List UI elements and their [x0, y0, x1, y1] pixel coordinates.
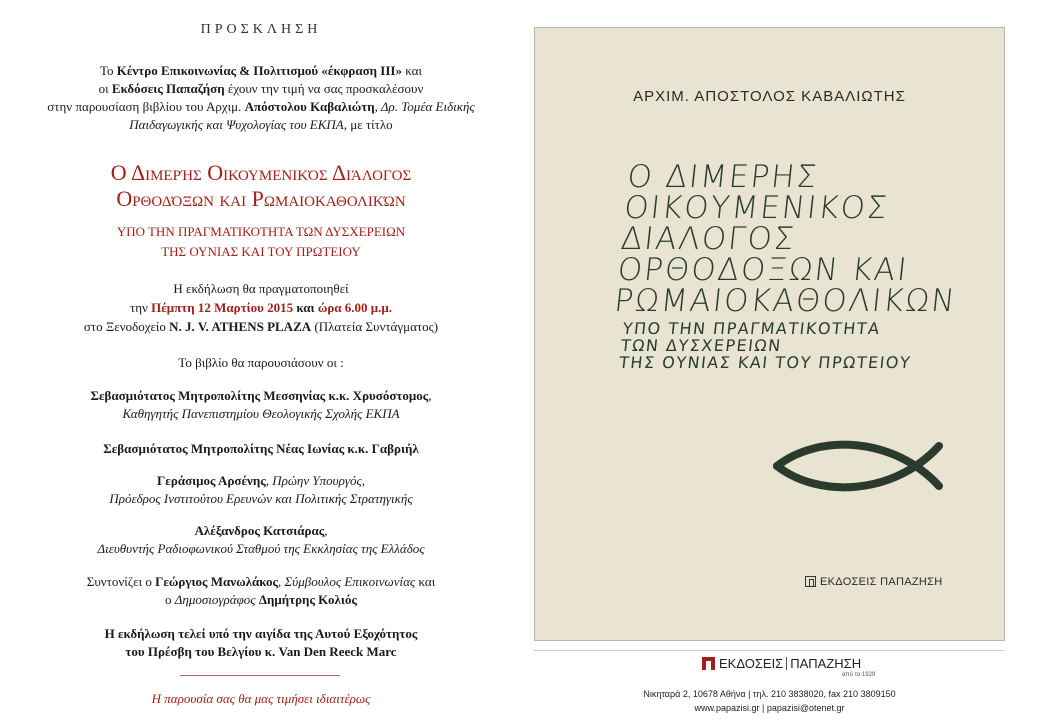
event-line-1: Η εκδήλωση θα πραγματοποιηθεί: [173, 281, 349, 296]
cover-title-line-1: Ο ΔΙΜΕΡΗΣ: [625, 159, 820, 195]
presenter-3-role: Πρόεδρος Ινστιτούτου Ερευνών και Πολιτικής Στρατηγικής: [109, 491, 413, 506]
event-date-line: την Πέμπτη 12 Μαρτίου 2015 και ώρα 6.00 μ.μ.: [129, 300, 393, 315]
publisher-mark-icon: [702, 657, 715, 670]
event-venue-line: στο Ξενοδοχείο N. J. V. ATHENS PLAZA (Πλατεία Συντάγματος): [83, 319, 439, 334]
logo-separator: [786, 657, 787, 670]
book-cover: [534, 27, 1005, 641]
footer-divider: [534, 650, 1005, 651]
publisher-since: από το 1929: [842, 672, 876, 678]
intro-line-3: στην παρουσίαση βιβλίου του Αρχιμ. Απόστολου Καβαλιώτη, Δρ. Τομέα Ειδικής: [47, 99, 475, 114]
presenter-2-name: Σεβασμιότατος Μητροπολίτης Νέας Ιωνίας κ.κ. Γαβριήλ: [103, 441, 419, 456]
event-title-line-2: Ορθοδόξων και Ρωμαιοκαθολικών: [116, 186, 406, 211]
presenter-1-role: Καθηγητής Πανεπιστημίου Θεολογικής Σχολής ΕΚΠΑ: [122, 406, 400, 421]
presenters-intro: Το βιβλίο θα παρουσιάσουν οι :: [178, 355, 344, 370]
publisher-logo: ΕΚΔΟΣΕΙΣ ΠΑΠΑΖΗΣΗ: [702, 656, 861, 671]
cover-subtitle-line-3: ΤΗΣ ΟΥΝΙΑΣ ΚΑΙ ΤΟΥ ΠΡΩΤΕΙΟΥ: [618, 353, 913, 372]
closing-line: Η παρουσία σας θα μας τιμήσει ιδιαιτέρως: [151, 691, 371, 706]
cover-subtitle-line-2: ΤΩΝ ΔΥΣΧΕΡΕΙΩΝ: [620, 336, 783, 355]
publisher-web[interactable]: www.papazisi.gr | papazisi@otenet.gr: [694, 703, 845, 713]
intro-line-2: οι Εκδόσεις Παπαζήση έχουν την τιμή να σας προσκαλέσουν: [98, 81, 424, 96]
fish-icon: [773, 436, 947, 496]
cover-title-line-4: ΟΡΘΟΔΟΞΩΝ ΚΑΙ: [615, 252, 911, 288]
cover-publisher: ΕΚΔΟΣΕΙΣ ΠΑΠΑΖΗΣΗ: [805, 576, 942, 588]
presenter-3-name: Γεράσιμος Αρσένης, Πρώην Υπουργός,: [157, 473, 365, 488]
event-subtitle-line-1: ΥΠΟ ΤΗΝ ΠΡΑΓΜΑΤΙΚΟΤΗΤΑ ΤΩΝ ΔΥΣΧΕΡΕΙΩΝ: [116, 224, 406, 239]
presenter-1-name: Σεβασμιότατος Μητροπολίτης Μεσσηνίας κ.κ. Χρυσόστομος,: [90, 388, 432, 403]
aegis-line-2: του Πρέσβη του Βελγίου κ. Van Den Reeck Marc: [125, 644, 397, 659]
cover-title-line-5: ΡΩΜΑΙΟΚΑΘΟΛΙΚΩΝ: [612, 283, 959, 319]
presenter-4-name: Αλέξανδρος Κατσιάρας,: [194, 523, 328, 538]
cover-title-line-3: ΔΙΑΛΟΓΟΣ: [619, 221, 798, 257]
cover-subtitle: [618, 320, 1003, 371]
event-title-line-1: Ο Διμερής Οικουμενικός Διάλογος: [110, 160, 412, 185]
event-subtitle-line-2: ΤΗΣ ΟΥΝΙΑΣ ΚΑΙ ΤΟΥ ΠΡΩΤΕΙΟΥ: [161, 244, 361, 259]
closing-divider: [180, 675, 340, 676]
coordinator-line-1: Συντονίζει ο Γεώργιος Μανωλάκος, Σύμβουλος Επικοινωνίας και: [86, 574, 436, 589]
publisher-logo-icon: [805, 576, 816, 587]
presenter-4-role: Διευθυντής Ραδιοφωνικού Σταθμού της Εκκλησίας της Ελλάδος: [97, 541, 425, 556]
publisher-address: Νικηταρά 2, 10678 Αθήνα | τηλ. 210 3838020, fax 210 3809150: [643, 689, 896, 699]
cover-subtitle-line-1: ΥΠΟ ΤΗΝ ΠΡΑΓΜΑΤΙΚΟΤΗΤΑ: [621, 319, 882, 338]
coordinator-line-2: ο Δημοσιογράφος Δημήτρης Κολιός: [165, 592, 357, 607]
cover-author: ΑΡΧΙΜ. ΑΠΟΣΤΟΛΟΣ ΚΑΒΑΛΙΩΤΗΣ: [633, 88, 906, 105]
cover-title-line-2: ΟΙΚΟΥΜΕΝΙΚΟΣ: [622, 190, 891, 226]
intro-line-4: Παιδαγωγικής και Ψυχολογίας του ΕΚΠΑ, με τίτλο: [129, 117, 393, 132]
invitation-heading: ΠΡΟΣΚΛΗΣΗ: [200, 22, 322, 37]
aegis-line-1: Η εκδήλωση τελεί υπό την αιγίδα της Αυτού Εξοχότητος: [104, 626, 418, 641]
intro-line-1: Το Κέντρο Επικοινωνίας & Πολιτισμού «έκφραση ΙΙΙ» και: [100, 63, 422, 78]
cover-title: [612, 159, 1009, 319]
